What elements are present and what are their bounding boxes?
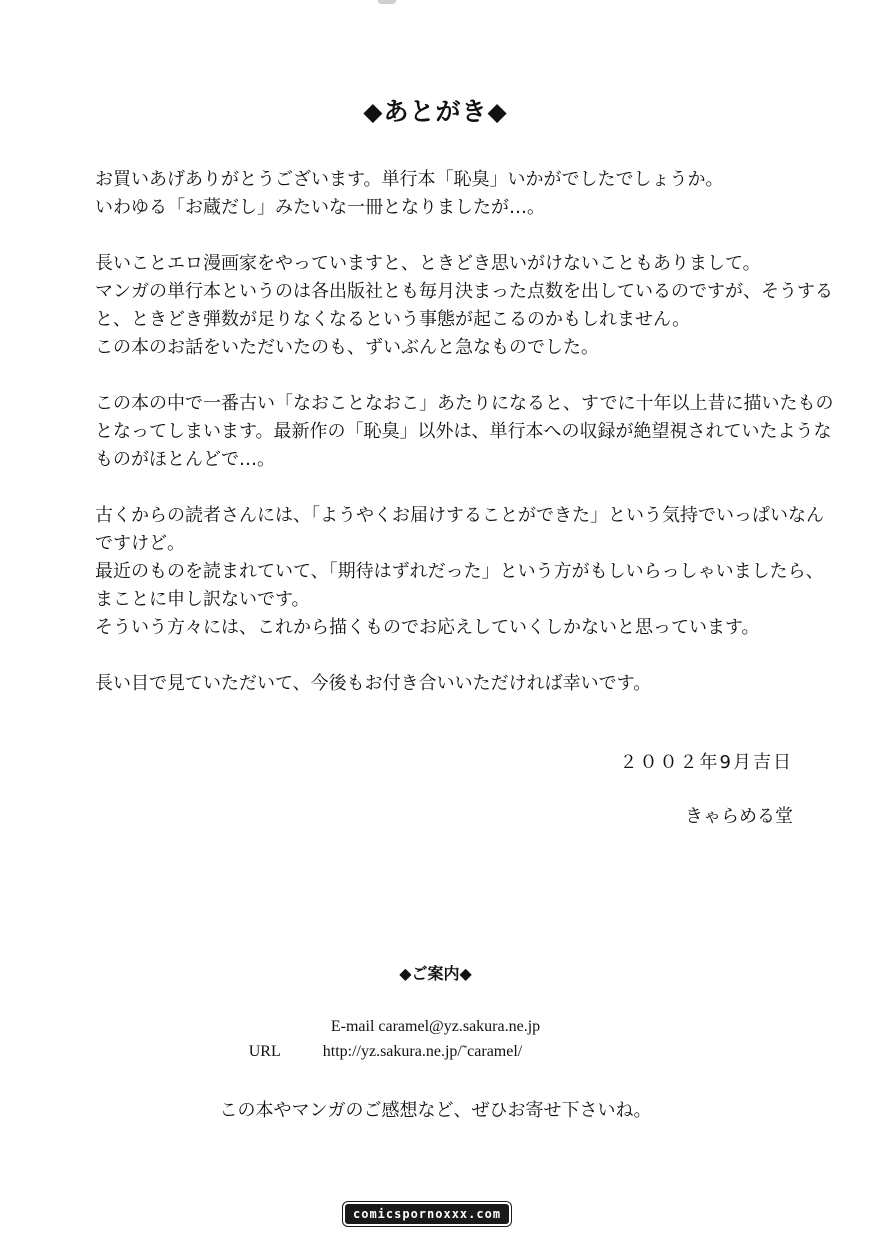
text-line: いわゆる「お蔵だし」みたいな一冊となりましたが…。 <box>95 197 545 218</box>
text-line: 長い目で見ていただいて、今後もお付き合いいただければ幸いです。 <box>95 673 652 694</box>
page-edge-mark <box>378 0 396 4</box>
text-line: 古くからの読者さんには、「ようやくお届けすることができた」という気持でいっぱいなん <box>95 505 824 526</box>
text-line: マンガの単行本というのは各出版社とも毎月決まった点数を出しているのですが、そうする <box>95 281 833 302</box>
afterword-body <box>95 166 834 726</box>
text-line: となってしまいます。最新作の「恥臭」以外は、単行本への収録が絶望視されていたような <box>95 421 832 442</box>
url-link[interactable]: http://yz.sakura.ne.jp/˜caramel/ <box>322 1043 523 1060</box>
paragraph-5 <box>95 670 815 698</box>
email-contact[interactable]: E-mail caramel@yz.sakura.ne.jp <box>330 1018 541 1035</box>
text-line: ものがほとんどで…。 <box>95 449 275 470</box>
text-line: そういう方々には、これから描くものでお応えしていくしかないと思っています。 <box>95 617 760 638</box>
page-title: ◆あとがき◆ <box>363 97 508 126</box>
text-line: 最近のものを読まれていて、「期待はずれだった」という方がもしいらっしゃいましたら、 <box>95 561 824 582</box>
text-line: この本の中で一番古い「なおことなおこ」あたりになると、すでに十年以上昔に描いたもの <box>95 393 834 414</box>
text-line: この本のお話をいただいたのも、ずいぶんと急なものでした。 <box>95 337 599 358</box>
paragraph-4 <box>95 502 824 642</box>
url-label: URL <box>248 1043 281 1060</box>
text-line: まことに申し訳ないです。 <box>95 589 310 610</box>
text-line: と、ときどき弾数が足りなくなるという事態が起こるのかもしれません。 <box>95 309 691 330</box>
guide-heading: ◆ご案内◆ <box>399 964 472 983</box>
date-line: ２００２年9月吉日 <box>619 752 793 773</box>
text-line: 長いことエロ漫画家をやっていますと、ときどき思いがけないこともありまして。 <box>95 253 761 274</box>
paragraph-1 <box>95 166 815 222</box>
watermark-logo: comicspornoxxx.com <box>345 1204 509 1224</box>
text-line: お買いあげありがとうございます。単行本「恥臭」いかがでしたでしょうか。 <box>95 169 724 190</box>
paragraph-2 <box>95 250 833 362</box>
paragraph-3 <box>95 390 834 474</box>
url-contact <box>0 1043 871 1061</box>
text-line: ですけど。 <box>95 533 185 554</box>
author-signature: きゃらめる堂 <box>685 806 793 827</box>
closing-message: この本やマンガのご感想など、ぜひお寄せ下さいね。 <box>219 1100 652 1121</box>
